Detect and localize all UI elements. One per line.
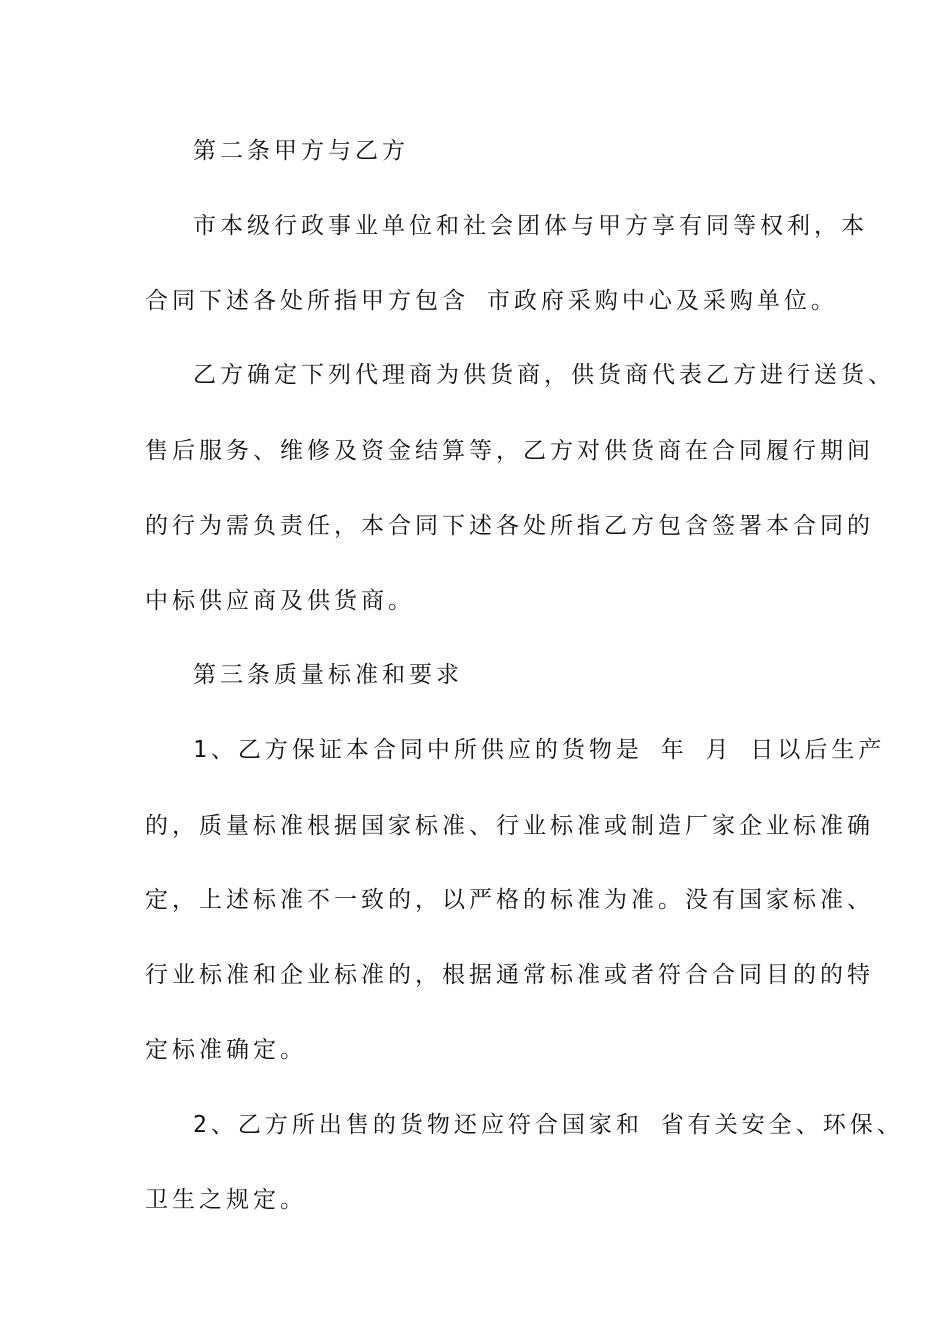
paragraph-line: 中标供应商及供货商。: [145, 588, 415, 614]
paragraph-line: 的行为需负责任，本合同下述各处所指乙方包含签署本合同的: [145, 513, 874, 539]
paragraph-line: 定，上述标准不一致的，以严格的标准为准。没有国家标准、: [145, 887, 874, 913]
paragraph-line: 2、乙方所出售的货物还应符合国家和 省有关安全、环保、: [193, 1112, 904, 1138]
paragraph-line: 定标准确定。: [145, 1037, 307, 1063]
paragraph-line: 乙方确定下列代理商为供货商，供货商代表乙方进行送货、: [193, 362, 895, 388]
paragraph-line: 市本级行政事业单位和社会团体与甲方享有同等权利，本: [193, 213, 868, 239]
paragraph-line: 行业标准和企业标准的，根据通常标准或者符合合同目的的特: [145, 962, 874, 988]
paragraph-line: 1、乙方保证本合同中所供应的货物是 年 月 日以后生产: [193, 737, 886, 763]
paragraph-line: 售后服务、维修及资金结算等，乙方对供货商在合同履行期间: [145, 438, 874, 464]
article-3-heading: 第三条质量标准和要求: [193, 662, 463, 688]
paragraph-line: 卫生之规定。: [145, 1187, 307, 1213]
paragraph-line: 合同下述各处所指甲方包含 市政府采购中心及采购单位。: [145, 288, 838, 314]
paragraph-line: 的，质量标准根据国家标准、行业标准或制造厂家企业标准确: [145, 813, 874, 839]
article-2-heading: 第二条甲方与乙方: [193, 138, 409, 164]
